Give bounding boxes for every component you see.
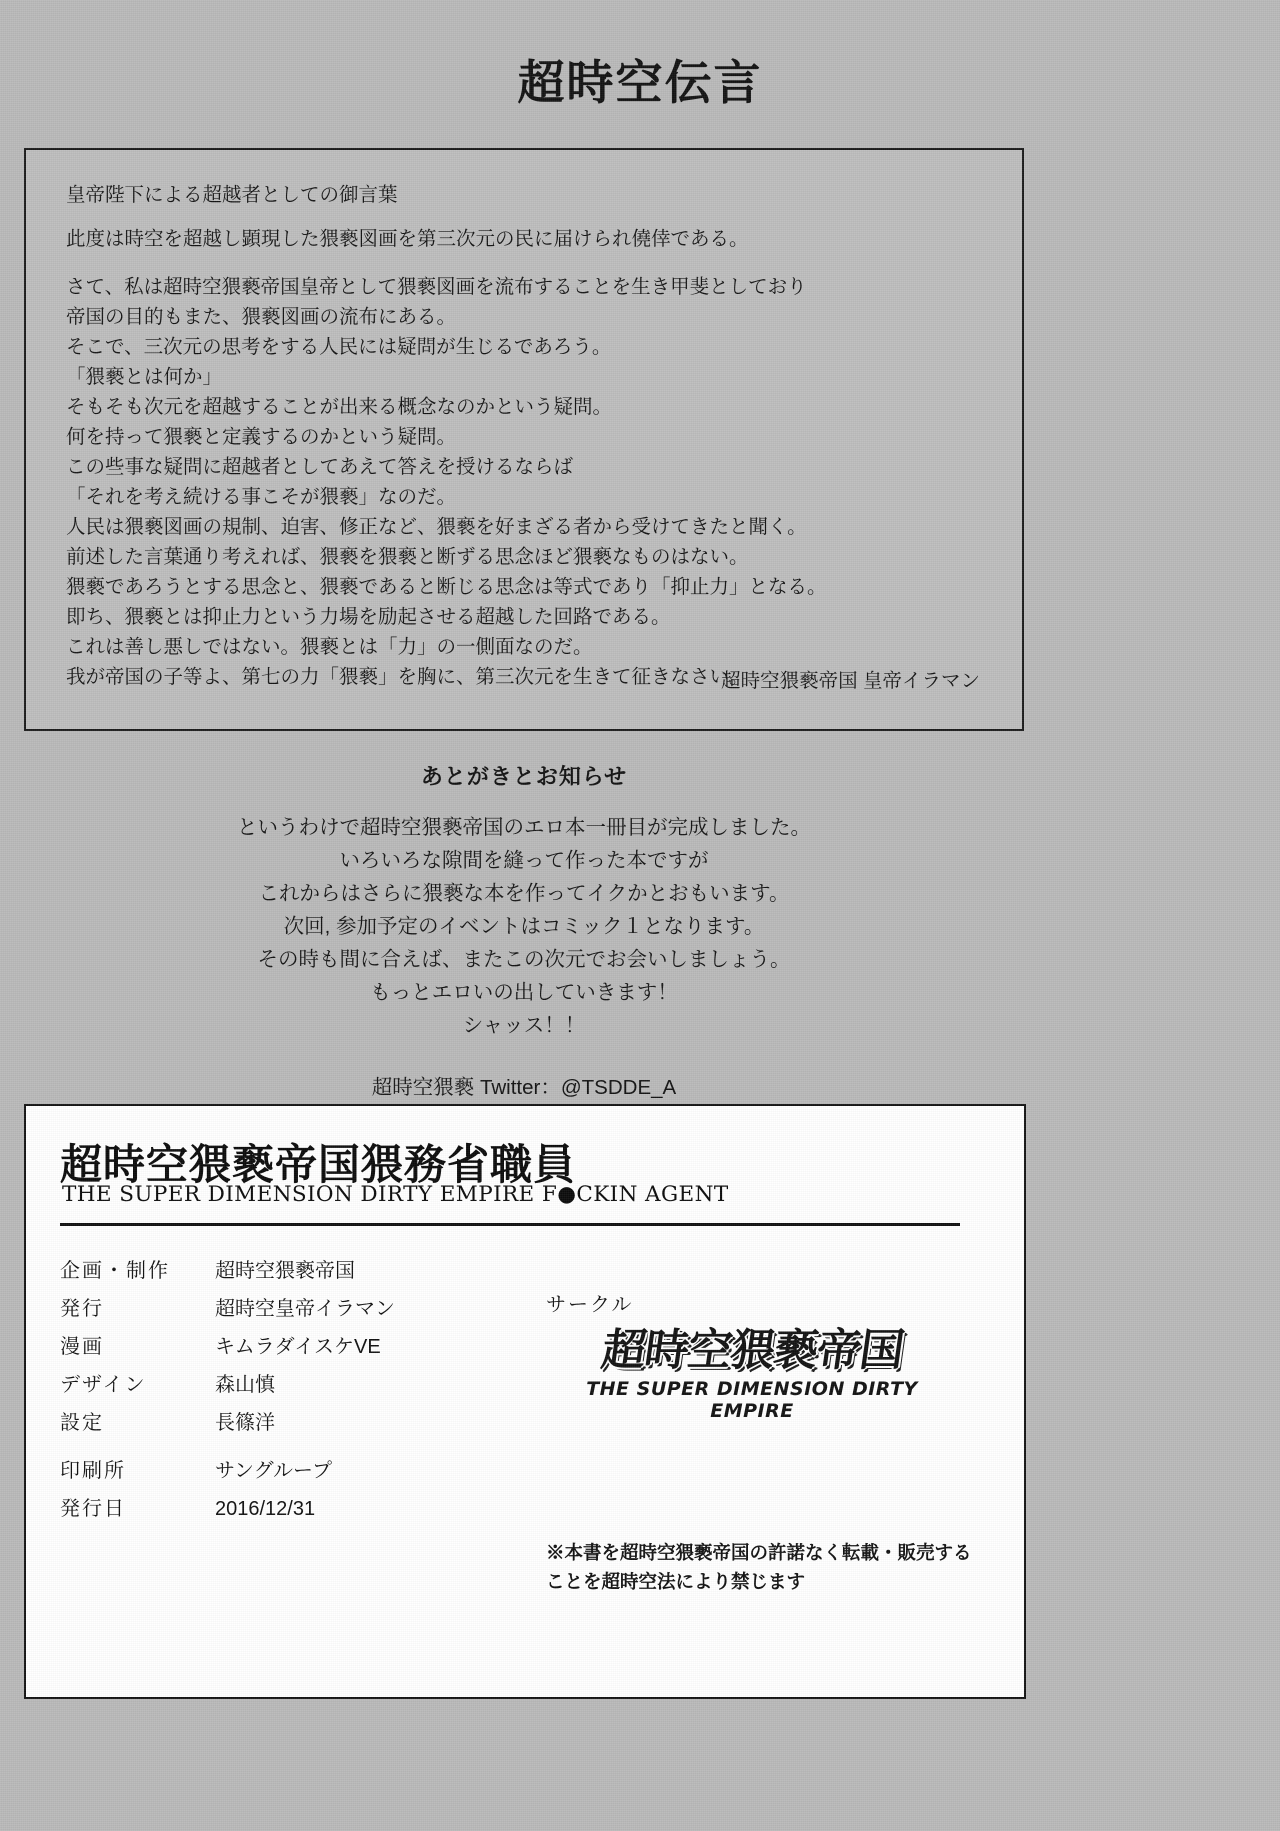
- message-line: 「猥褻とは何か」: [66, 366, 223, 388]
- staff-row: [60, 1406, 520, 1444]
- spacer: [66, 254, 982, 272]
- message-line: 我が帝国の子等よ、第七の力「猥褻」を胸に、第三次元を生きて征きなさい。: [66, 666, 749, 688]
- afterword-line: いろいろな隙間を縫って作った本ですが: [339, 849, 709, 872]
- emperor-message-body: [26, 150, 1022, 692]
- print-info: [60, 1454, 520, 1530]
- staff-label: 漫画: [60, 1336, 104, 1358]
- afterword-heading: あとがきとお知らせ: [420, 764, 628, 789]
- afterword-line: 次回, 参加予定のイベントはコミック１となります。: [283, 915, 765, 938]
- message-line: 此度は時空を超越し顕現した猥褻図画を第三次元の民に届けられ僥倖である。: [66, 228, 749, 250]
- message-line: そこで、三次元の思考をする人民には疑問が生じるであろう。: [66, 336, 612, 358]
- staff-value: キムラダイスケVE: [215, 1336, 381, 1358]
- staff-row: [60, 1330, 520, 1368]
- print-label: 印刷所: [60, 1460, 126, 1482]
- circle-logo-main: 超時空猥褻帝国: [597, 1325, 907, 1376]
- circle-label: サークル: [546, 1294, 634, 1316]
- staff-row: [60, 1368, 520, 1406]
- print-label: 発行日: [60, 1498, 126, 1520]
- colophon-subtitle: THE SUPER DIMENSION DIRTY EMPIRE F●CKIN AGENT: [62, 1182, 729, 1207]
- staff-value: 超時空猥褻帝国: [215, 1260, 355, 1282]
- divider: [60, 1223, 960, 1226]
- emperor-message-panel: [24, 148, 1024, 731]
- staff-credits: [60, 1254, 520, 1444]
- message-line: さて、私は超時空猥褻帝国皇帝として猥褻図画を流布することを生き甲斐としており: [66, 276, 807, 298]
- message-line: 何を持って猥褻と定義するのかという疑問。: [66, 426, 457, 448]
- message-line: 前述した言葉通り考えれば、猥褻を猥褻と断ずる思念ほど猥褻なものはない。: [66, 546, 749, 568]
- print-value: サングループ: [215, 1460, 332, 1482]
- staff-value: 超時空皇帝イラマン: [215, 1298, 395, 1320]
- print-row: [60, 1454, 520, 1492]
- staff-row: [60, 1254, 520, 1292]
- staff-label: デザイン: [60, 1374, 147, 1396]
- circle-logo: [542, 1325, 962, 1423]
- message-line: これは善し悪しではない。猥褻とは「力」の一側面なのだ。: [66, 636, 593, 658]
- message-signature: 超時空猥褻帝国 皇帝イラマン: [721, 670, 980, 692]
- print-value: 2016/12/31: [215, 1498, 316, 1520]
- afterword-body: [24, 811, 1024, 1042]
- twitter-handle: 超時空猥褻 Twitter：@TSDDE_A: [371, 1076, 677, 1099]
- afterword-line: というわけで超時空猥褻帝国のエロ本一冊目が完成しました。: [237, 816, 811, 839]
- spacer: [66, 210, 982, 224]
- message-line: 即ち、猥褻とは抑止力という力場を励起させる超越した回路である。: [66, 606, 671, 628]
- colophon-title: 超時空猥褻帝国猥務省職員: [60, 1140, 577, 1189]
- page-title: 超時空伝言: [517, 56, 763, 111]
- afterword-section: [24, 736, 1024, 1099]
- circle-logo-sub: THE SUPER DIMENSION DIRTY EMPIRE: [586, 1378, 918, 1423]
- message-line: 猥褻であろうとする思念と、猥褻であると断じる思念は等式であり「抑止力」となる。: [66, 576, 827, 598]
- afterword-line: これからはさらに猥褻な本を作ってイクかとおもいます。: [258, 882, 790, 905]
- message-line: 帝国の目的もまた、猥褻図画の流布にある。: [66, 306, 457, 328]
- afterword-line: その時も間に合えば、またこの次元でお会いしましょう。: [257, 948, 791, 971]
- staff-value: 長篠洋: [215, 1412, 275, 1434]
- print-row: [60, 1492, 520, 1530]
- staff-label: 設定: [60, 1412, 104, 1434]
- message-line: この些事な疑問に超越者としてあえて答えを授けるならば: [66, 456, 574, 478]
- message-line: 皇帝陛下による超越者としての御言葉: [66, 184, 398, 206]
- colophon-panel: [24, 1104, 1026, 1699]
- staff-label: 企画・制作: [60, 1260, 170, 1282]
- message-line: そもそも次元を超越することが出来る概念なのかという疑問。: [66, 396, 613, 418]
- staff-label: 発行: [60, 1298, 104, 1320]
- message-line: 「それを考え続ける事こそが猥褻」なのだ。: [66, 486, 457, 508]
- staff-value: 森山慎: [215, 1374, 275, 1396]
- message-line: 人民は猥褻図画の規制、迫害、修正など、猥褻を好まざる者から受けてきたと聞く。: [66, 516, 807, 538]
- afterword-line: もっとエロいの出していきます！: [370, 981, 678, 1004]
- afterword-line: シャッス！！: [462, 1014, 586, 1037]
- staff-row: [60, 1292, 520, 1330]
- copyright-notice: ※本書を超時空猥褻帝国の許諾なく転載・販売することを超時空法により禁じます: [546, 1542, 972, 1592]
